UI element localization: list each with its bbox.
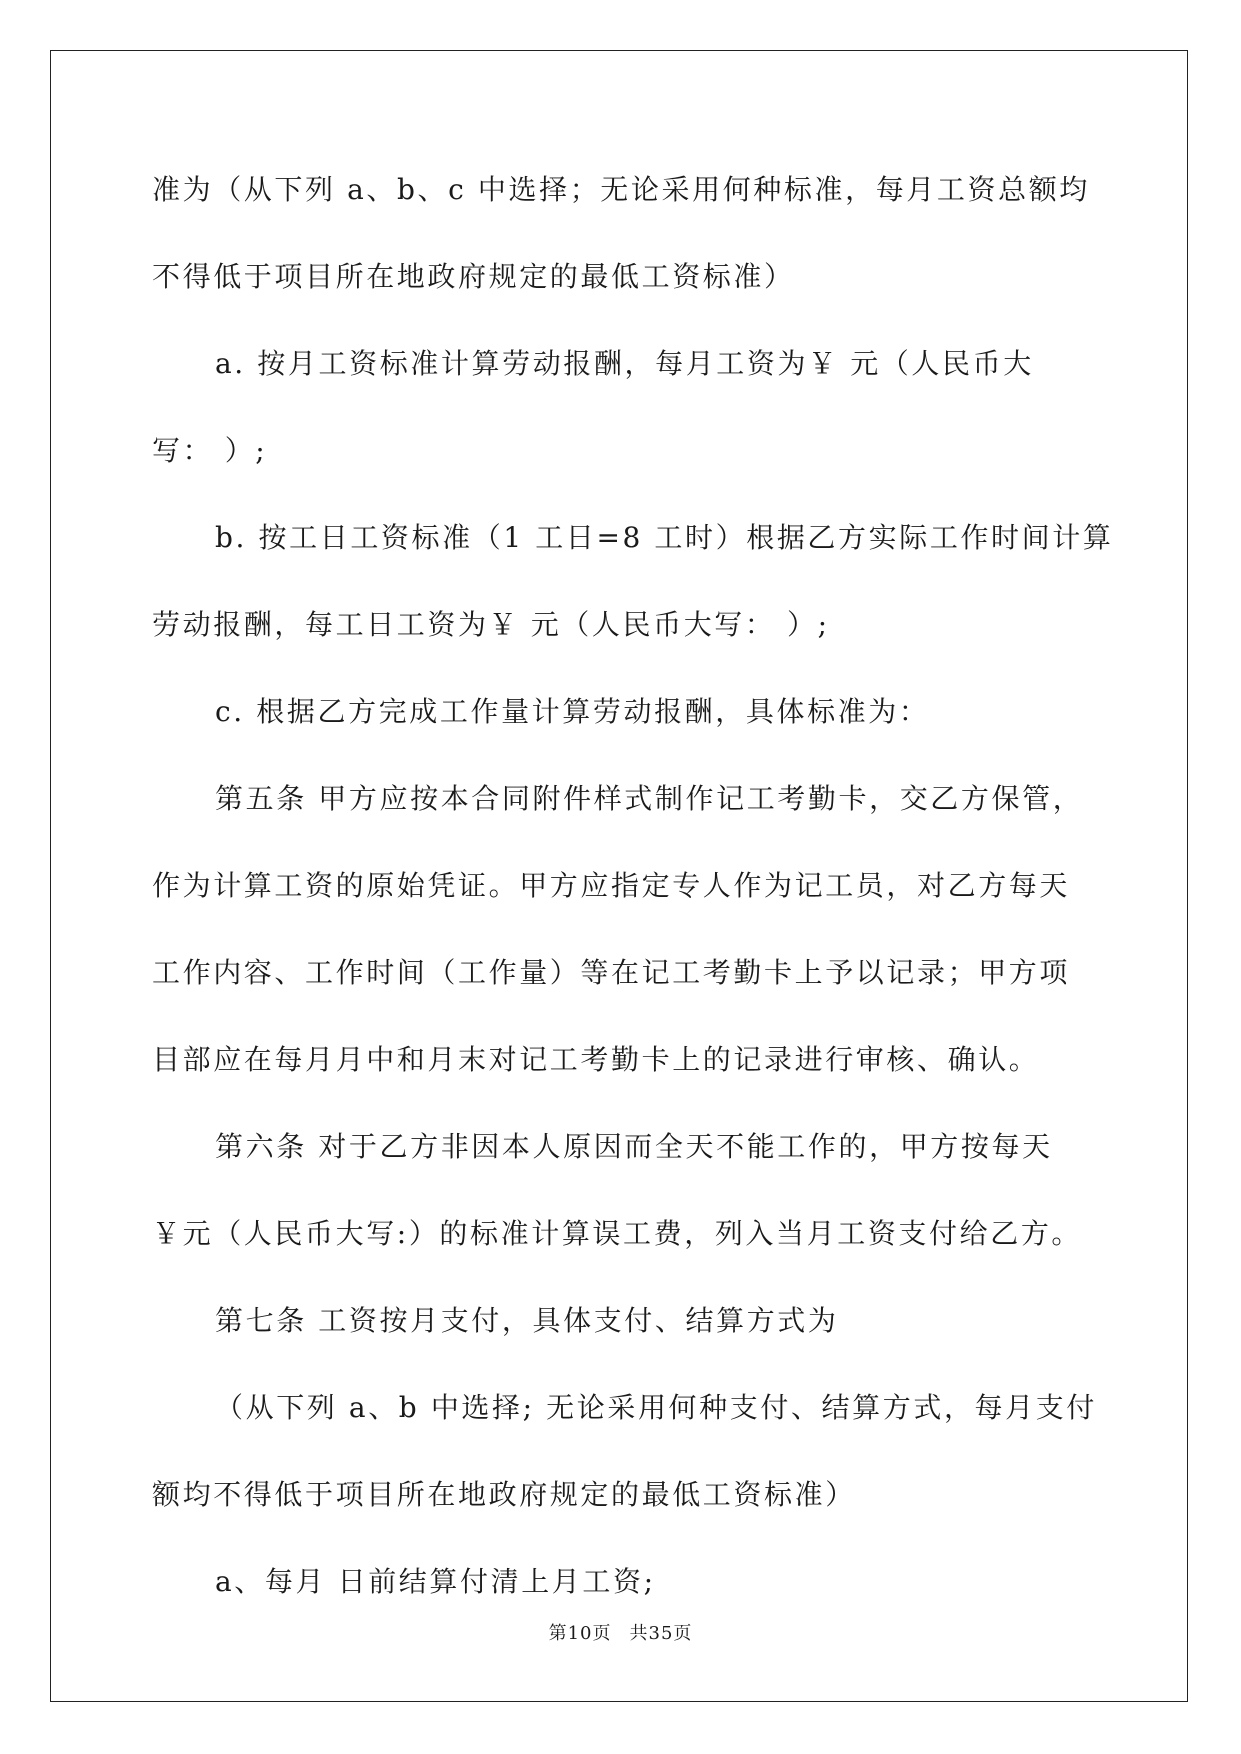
total-pages: 共35页: [629, 1623, 693, 1644]
text-line: b. 按工日工资标准（1 工日=8 工时）根据乙方实际工作时间计算: [215, 521, 1114, 554]
text-line: 额均不得低于项目所在地政府规定的最低工资标准）: [152, 1478, 856, 1511]
text-line: ￥元（人民币大写:）的标准计算误工费，列入当月工资支付给乙方。: [152, 1217, 1083, 1250]
text-line: 作为计算工资的原始凭证。甲方应指定专人作为记工员，对乙方每天: [152, 869, 1071, 902]
text-line: 第五条 甲方应按本合同附件样式制作记工考勤卡，交乙方保管，: [215, 782, 1084, 815]
text-line: 第六条 对于乙方非因本人原因而全天不能工作的，甲方按每天: [215, 1130, 1053, 1163]
current-page-number: 第10页: [548, 1623, 612, 1644]
text-line: 准为（从下列 a、b、c 中选择；无论采用何种标准，每月工资总额均: [152, 173, 1090, 206]
text-line: 劳动报酬，每工日工资为￥ 元（人民币大写： ）;: [152, 608, 830, 641]
text-line: 第七条 工资按月支付，具体支付、结算方式为: [215, 1304, 839, 1337]
text-line: a. 按月工资标准计算劳动报酬，每月工资为￥ 元（人民币大: [215, 347, 1034, 380]
text-line: c. 根据乙方完成工作量计算劳动报酬，具体标准为：: [215, 695, 930, 728]
text-line: 目部应在每月月中和月末对记工考勤卡上的记录进行审核、确认。: [152, 1043, 1040, 1076]
text-line: a、每月 日前结算付清上月工资;: [215, 1565, 656, 1598]
text-line: 工作内容、工作时间（工作量）等在记工考勤卡上予以记录；甲方项: [152, 956, 1071, 989]
text-line: 不得低于项目所在地政府规定的最低工资标准）: [152, 260, 795, 293]
text-line: 写： ）;: [152, 434, 268, 467]
document-body: [152, 160, 1114, 1639]
page-footer: [0, 1622, 1241, 1646]
text-line: （从下列 a、b 中选择; 无论采用何种支付、结算方式，每月支付: [215, 1391, 1097, 1424]
